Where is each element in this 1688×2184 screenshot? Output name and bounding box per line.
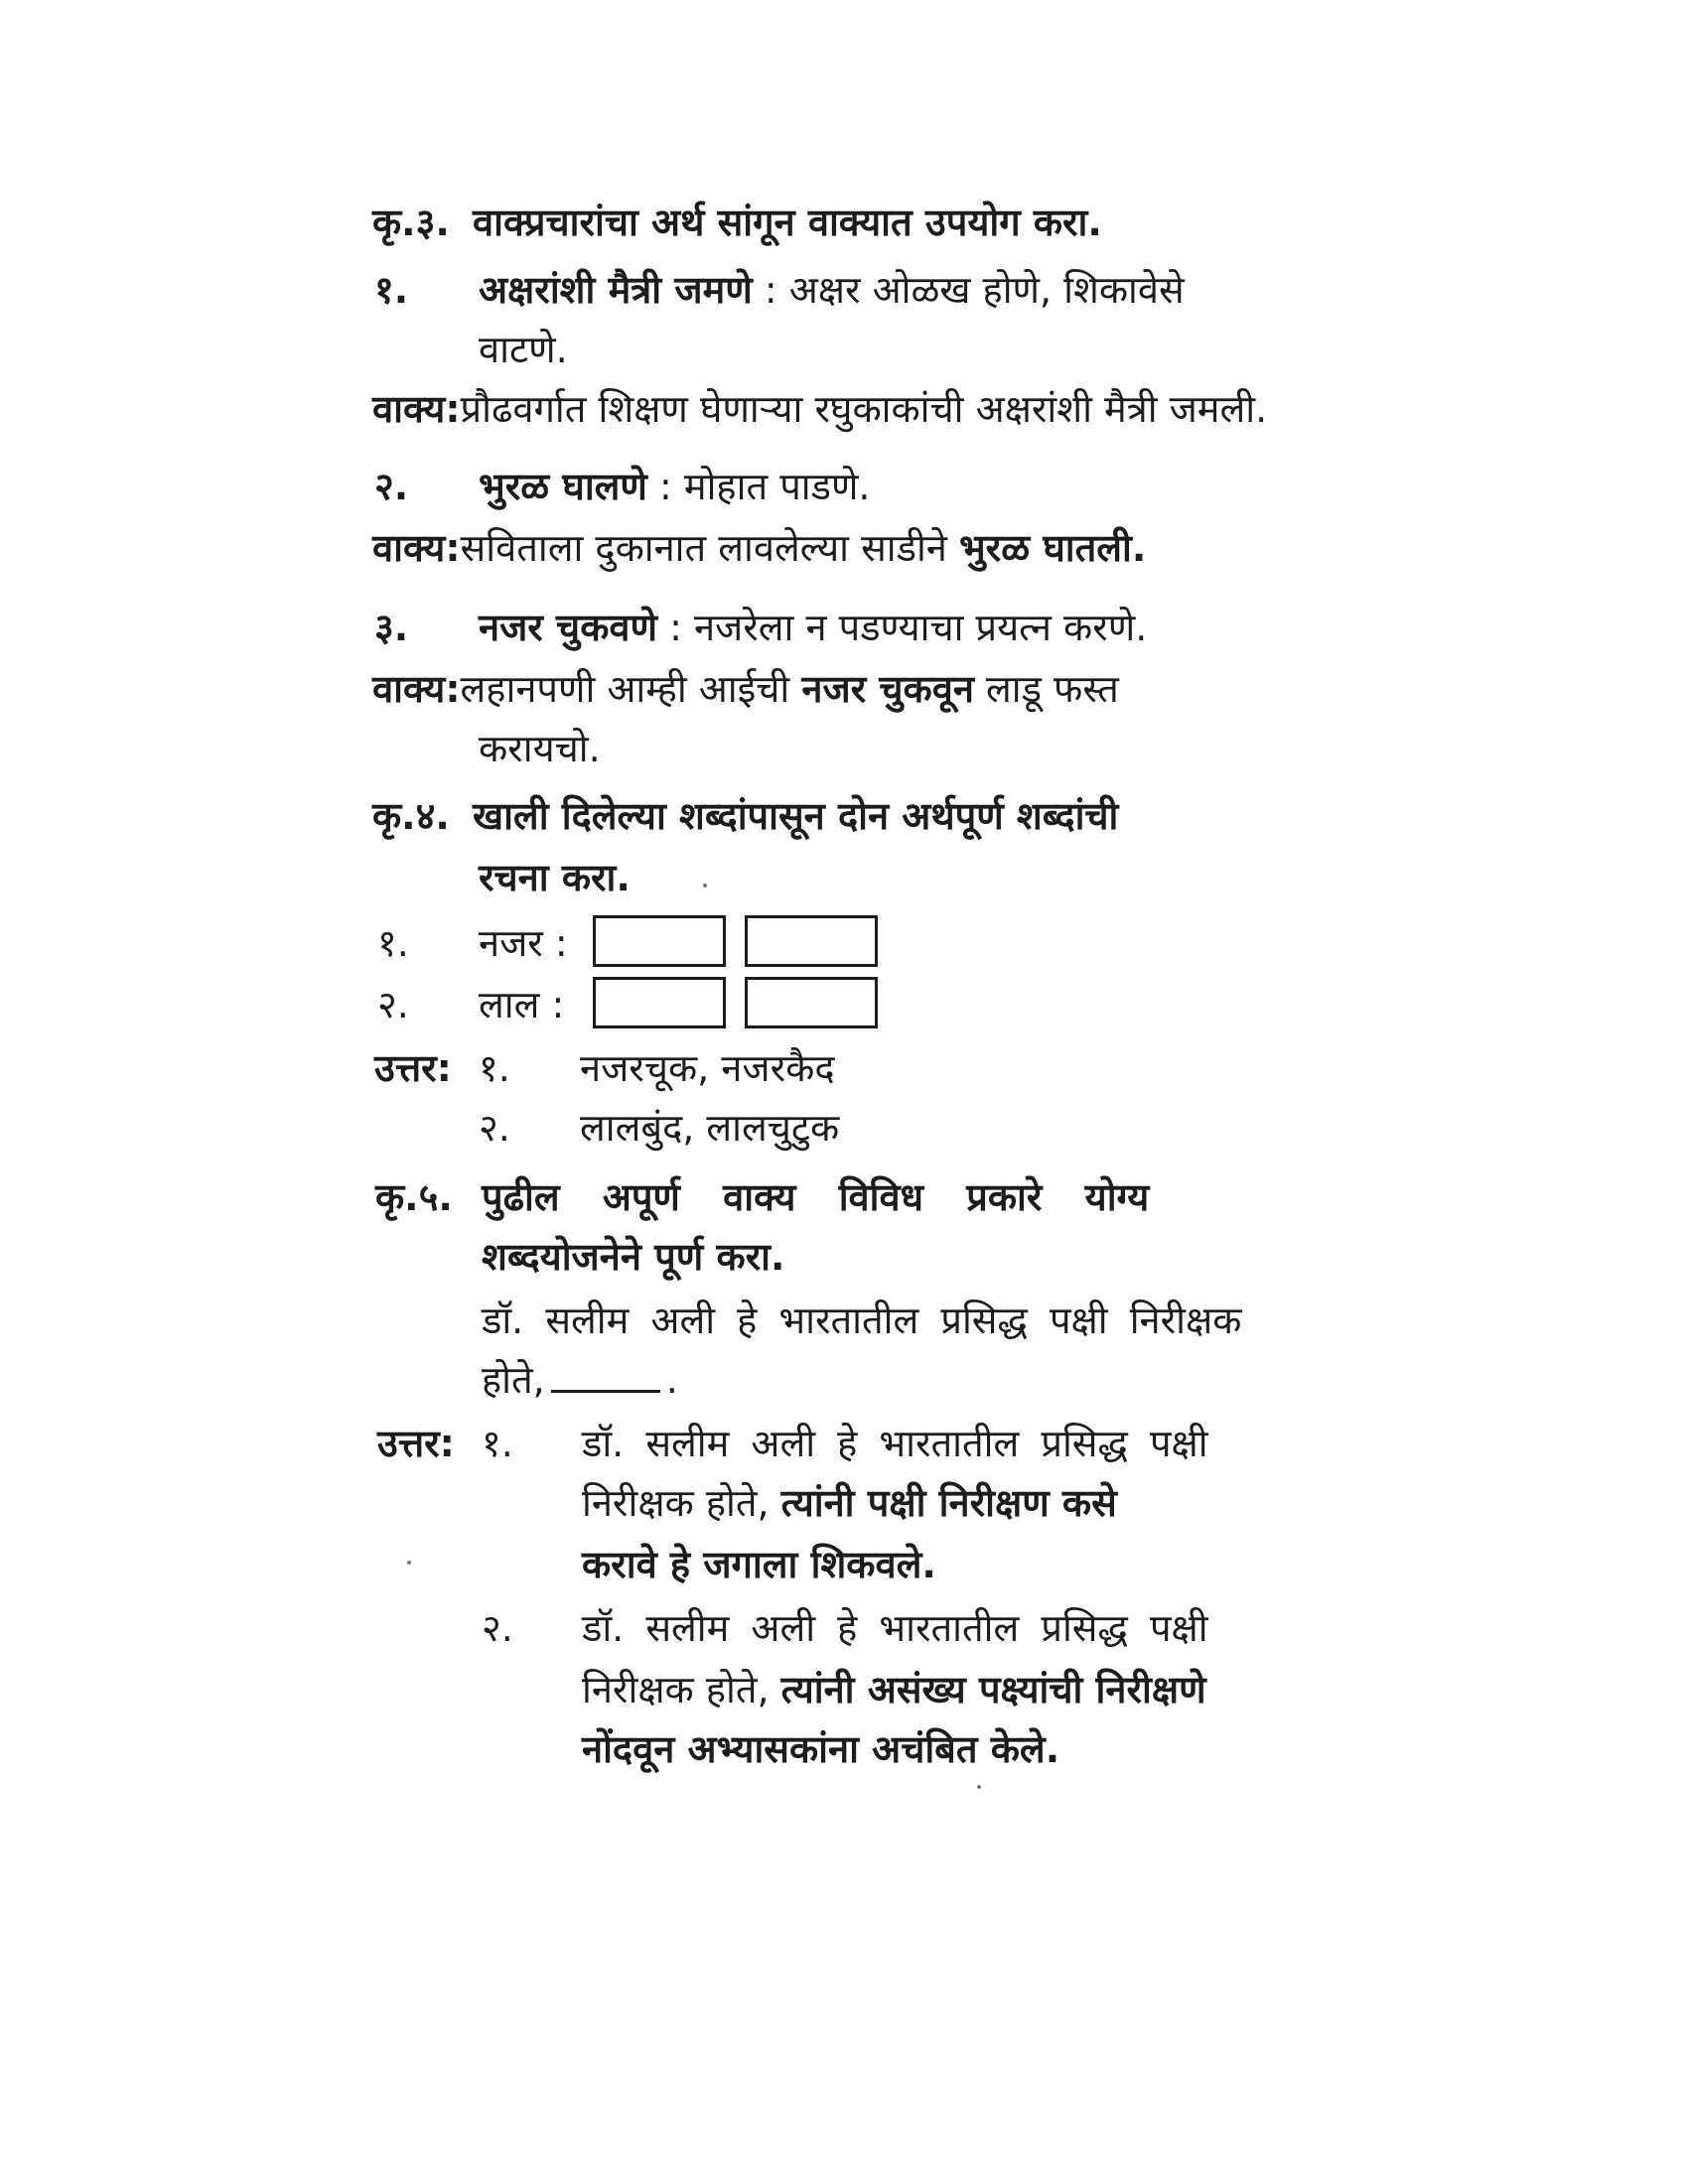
q5-answer2-line3: नोंदवून अभ्यासकांना अचंबित केले. <box>582 1727 1060 1771</box>
blank-period: . <box>665 1358 678 1402</box>
q3-item3-phrase: नजर चुकवणे <box>479 606 657 649</box>
q3-item1-meaning-line2: वाटणे. <box>479 328 568 371</box>
q4-heading-line1: खाली दिलेल्या शब्दांपासून दोन अर्थपूर्ण शब्दांची <box>473 794 1119 838</box>
q3-item3-number: ३. <box>374 606 409 649</box>
q4-heading-line2: रचना करा. <box>479 856 631 899</box>
q4-word1-box1[interactable] <box>593 915 726 967</box>
answer-plain: निरीक्षक होते, <box>582 1481 781 1525</box>
q5-answer1-line1: डॉ. सलीम अली हे भारतातील प्रसिद्ध पक्षी <box>582 1422 1208 1465</box>
q3-number: कृ.३. <box>372 201 450 244</box>
sentence-label: वाक्य: <box>372 387 461 431</box>
q4-word2-box1[interactable] <box>593 977 726 1028</box>
sentence-text: सविताला दुकानात लावलेल्या साडीने <box>460 526 959 570</box>
sentence-label: वाक्य: <box>372 667 461 711</box>
q5-answer1-line2 <box>582 1477 1117 1529</box>
q3-item2-line1 <box>479 461 871 512</box>
q4-answer1: नजरचूक, नजरकैद <box>580 1046 835 1090</box>
scan-speck <box>703 884 707 887</box>
q4-answer2: लालबुंद, लालचुटुक <box>580 1106 840 1150</box>
q4-word2-box2[interactable] <box>745 977 878 1028</box>
q5-answer2-line1: डॉ. सलीम अली हे भारतातील प्रसिद्ध पक्षी <box>582 1606 1208 1650</box>
q5-answer1-number: १. <box>482 1422 513 1465</box>
q3-item2-meaning: : मोहात पाडणे. <box>646 465 871 508</box>
q5-prompt-line1: डॉ. सलीम अली हे भारतातील प्रसिद्ध पक्षी निरीक्षक <box>482 1298 1242 1342</box>
q3-item1-phrase: अक्षरांशी मैत्री जमणे <box>479 268 753 312</box>
sentence-text: प्रौढवर्गात शिक्षण घेणाऱ्या रघुकाकांची अक्षरांशी मैत्री जमली. <box>460 387 1268 431</box>
q5-answer2-line2 <box>582 1664 1206 1715</box>
sentence-label: वाक्य: <box>372 526 461 570</box>
q5-prompt-line2 <box>482 1354 678 1406</box>
q4-word1-number: १. <box>377 921 409 965</box>
q4-number: कृ.४. <box>372 794 450 838</box>
q5-answer-label: उत्तर: <box>377 1422 455 1465</box>
q5-number: कृ.५. <box>375 1175 453 1219</box>
sentence-text: लहानपणी आम्ही आईची <box>460 667 802 711</box>
answer-bold: त्यांनी पक्षी निरीक्षण कसे <box>780 1481 1117 1525</box>
q4-word2: लाल : <box>479 983 565 1026</box>
scan-speck <box>977 1785 981 1789</box>
answer-plain: निरीक्षक होते, <box>582 1668 781 1711</box>
q4-answer2-number: २. <box>479 1106 510 1150</box>
q3-item3-meaning: : नजरेला न पडण्याचा प्रयत्न करणे. <box>656 606 1148 649</box>
q5-heading-line2: शब्दयोजनेने पूर्ण करा. <box>482 1235 785 1279</box>
scan-speck <box>407 1561 411 1565</box>
sentence-bold: भुरळ घातली. <box>958 526 1147 570</box>
q3-item3-line1 <box>479 602 1147 653</box>
q3-item1-number: १. <box>374 268 409 312</box>
q3-item1-meaning: : अक्षर ओळख होणे, शिकावेसे <box>752 268 1185 312</box>
sentence-bold: नजर चुकवून <box>801 667 974 711</box>
q5-heading-line1: पुढील अपूर्ण वाक्य विविध प्रकारे योग्य <box>482 1175 1150 1219</box>
q3-item3-sentence <box>372 663 1119 715</box>
q5-answer1-line3: करावे हे जगाला शिकवले. <box>582 1543 936 1586</box>
q3-item2-number: २. <box>374 465 409 508</box>
q4-word2-number: २. <box>377 983 409 1026</box>
q5-prompt-text: होते, <box>482 1358 545 1402</box>
q3-item1-sentence <box>372 383 1267 435</box>
q3-item3-sentence-line2: करायचो. <box>479 727 601 770</box>
q4-word1-box2[interactable] <box>745 915 878 967</box>
q4-answer1-number: १. <box>479 1046 510 1090</box>
q4-answer-label: उत्तर: <box>374 1046 452 1090</box>
q4-word1: नजर : <box>479 921 568 965</box>
q3-item2-phrase: भुरळ घालणे <box>479 465 647 508</box>
q3-item2-sentence <box>372 522 1146 574</box>
answer-bold: त्यांनी असंख्य पक्ष्यांची निरीक्षणे <box>780 1668 1206 1711</box>
q5-answer2-number: २. <box>482 1606 513 1650</box>
fill-blank[interactable] <box>551 1360 660 1393</box>
sentence-text-end: लाडू फस्त <box>973 667 1119 711</box>
q3-item1-line1 <box>479 264 1185 316</box>
q3-heading: वाक्प्रचारांचा अर्थ सांगून वाक्यात उपयोग करा. <box>473 201 1102 244</box>
